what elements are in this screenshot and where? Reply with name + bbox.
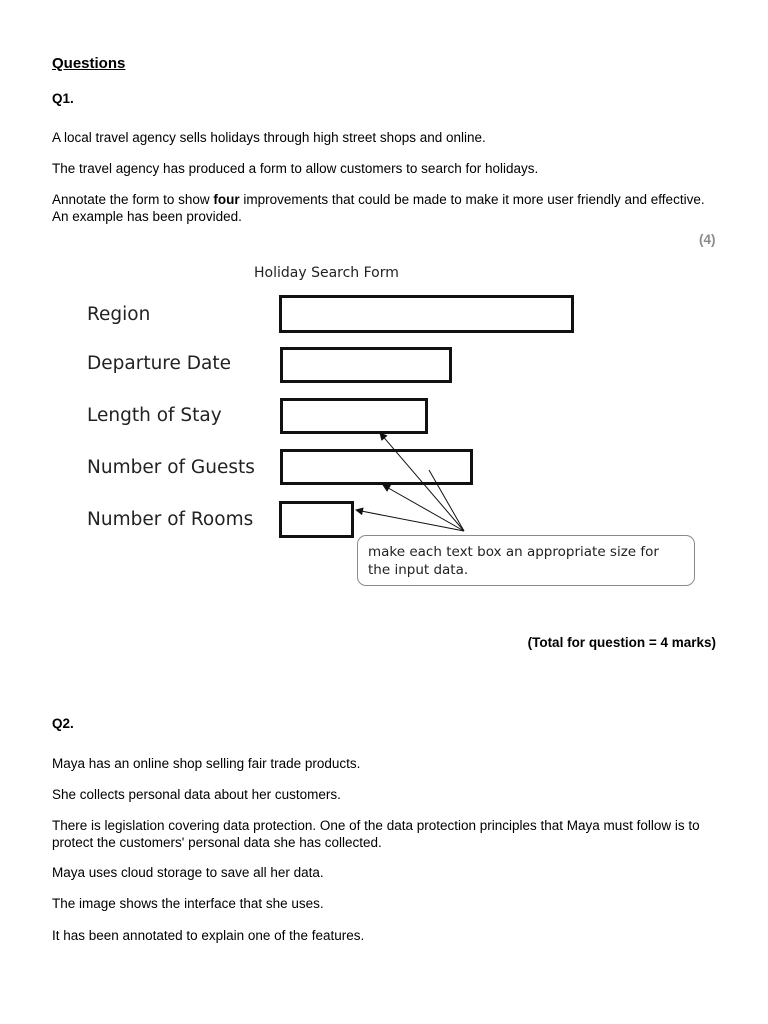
q1-paragraph-2: The travel agency has produced a form to allow customers to search for holidays. (52, 161, 539, 176)
arrow-to-length-of-stay (380, 433, 464, 531)
q2-paragraph-5: The image shows the interface that she uses. (52, 896, 324, 911)
q1-paragraph-1: A local travel agency sells holidays through high street shops and online. (52, 130, 486, 145)
field-label-region: Region (87, 304, 151, 325)
field-label-number-of-rooms: Number of Rooms (87, 509, 254, 530)
form-title: Holiday Search Form (254, 265, 399, 281)
q1-paragraph-3-emphasis: four (213, 192, 240, 207)
q2-paragraph-4: Maya uses cloud storage to save all her data. (52, 865, 324, 880)
q1-total-marks: (Total for question = 4 marks) (527, 635, 716, 650)
q1-paragraph-3-end: improvements that could be made to make it more user friendly and effective. An example has been provided. (52, 192, 705, 224)
q1-marks: (4) (699, 232, 716, 247)
q2-paragraph-2: She collects personal data about her customers. (52, 787, 341, 802)
arrow-to-number-of-rooms (356, 510, 464, 531)
annotation-callout: make each text box an appropriate size for the input data. (357, 535, 695, 586)
field-label-number-of-guests: Number of Guests (87, 457, 255, 478)
page-heading: Questions (52, 55, 126, 72)
arrow-from-callout (429, 470, 464, 531)
arrow-to-number-of-guests (383, 485, 464, 531)
q1-paragraph-3-start: Annotate the form to show (52, 192, 214, 207)
q2-paragraph-6: It has been annotated to explain one of the features. (52, 928, 365, 943)
field-label-length-of-stay: Length of Stay (87, 405, 222, 426)
q2-paragraph-3: There is legislation covering data protection. One of the data protection principles that Maya must follow is to protect the customers' personal data she has collected. (52, 818, 700, 850)
q2-paragraph-1: Maya has an online shop selling fair trade products. (52, 756, 361, 771)
question-1-number: Q1. (52, 91, 74, 106)
field-label-departure-date: Departure Date (87, 353, 231, 374)
question-2-number: Q2. (52, 716, 74, 731)
